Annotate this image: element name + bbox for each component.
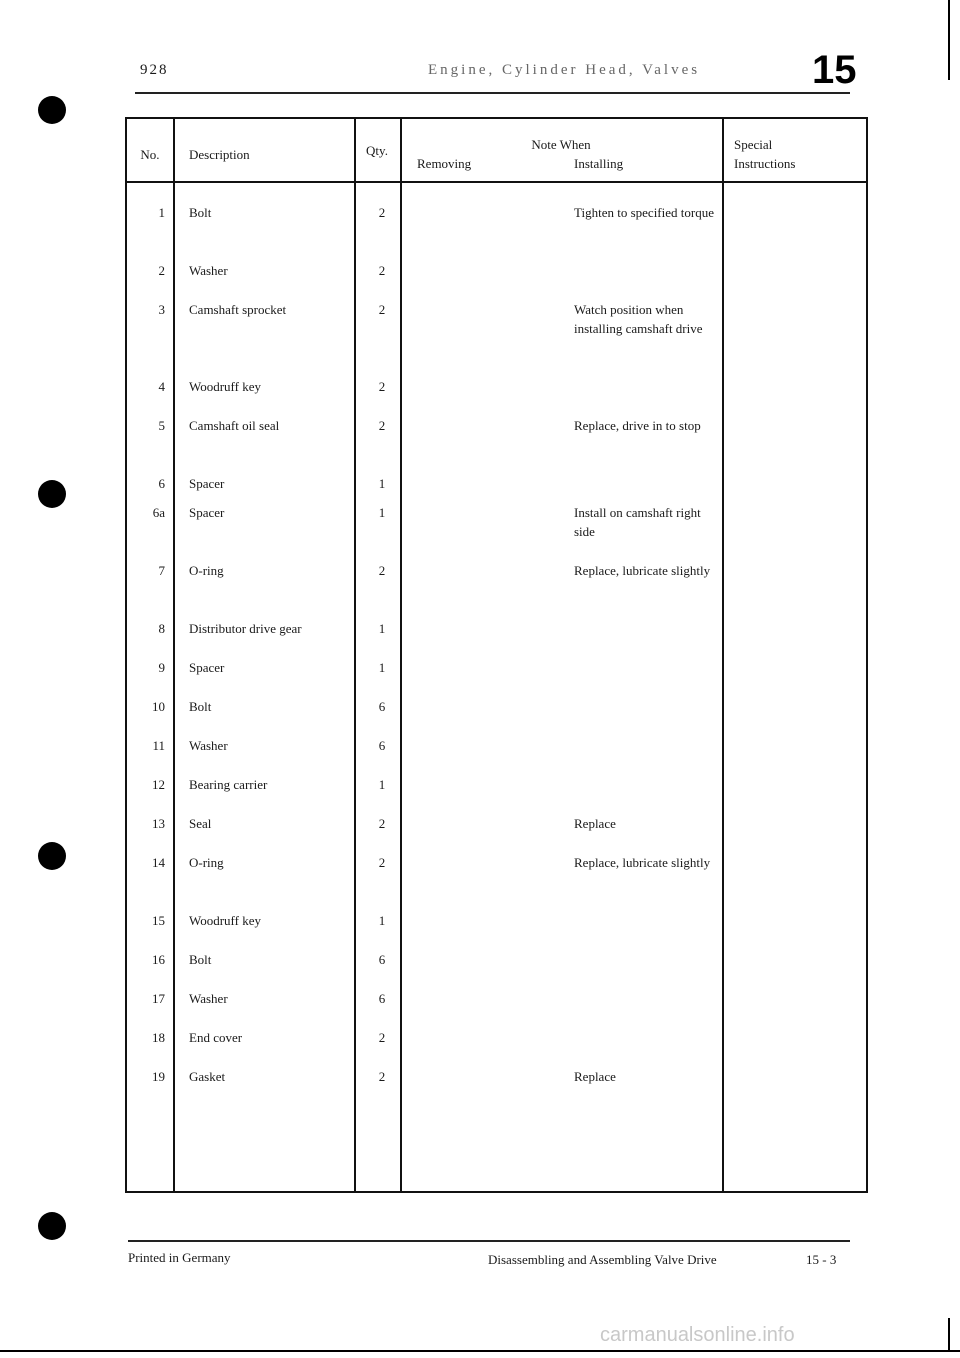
row-install-note: Replace, drive in to stop [574,418,701,433]
row-quantity: 6 [378,991,386,1006]
row-number: 11 [152,738,165,753]
row-quantity: 1 [378,660,386,675]
row-quantity: 6 [378,738,386,753]
binder-hole [38,96,66,124]
row-quantity: 2 [378,205,386,220]
binder-hole [38,842,66,870]
group-number: 15 [812,48,857,92]
row-number: 5 [158,418,165,433]
model-number: 928 [140,62,169,78]
row-description: Woodruff key [189,913,262,928]
row-number: 15 [152,913,165,928]
footer-rule [128,1240,850,1242]
row-description: O-ring [189,563,224,578]
header-instructions: Instructions [734,156,796,171]
row-number: 14 [152,855,165,870]
row-description: Washer [189,738,228,753]
header-installing: Installing [574,156,624,171]
parts-table [125,117,868,1193]
row-number: 19 [152,1069,165,1084]
header-qty: Qty. [366,143,388,158]
row-description: End cover [189,1030,243,1045]
row-number: 4 [158,379,165,394]
row-install-note: Watch position when installing camshaft drive [574,302,703,336]
binder-hole [38,480,66,508]
row-description: Distributor drive gear [189,621,302,636]
row-description: Camshaft oil seal [189,418,280,433]
row-quantity: 6 [378,952,386,967]
header-rule [135,92,850,94]
watermark: carmanualsonline.info [600,1324,795,1346]
row-description: Gasket [189,1069,226,1084]
row-number: 10 [152,699,165,714]
header-note-when: Note When [531,137,591,152]
footer-section: Disassembling and Assembling Valve Drive [488,1252,717,1267]
row-description: Bolt [189,952,212,967]
row-quantity: 2 [378,379,386,394]
row-install-note: Tighten to specified torque [574,205,714,220]
row-description: Seal [189,816,212,831]
row-description: Spacer [189,660,225,675]
row-quantity: 1 [378,621,386,636]
row-quantity: 2 [378,563,386,578]
row-description: Washer [189,263,228,278]
page-number: 15 - 3 [806,1252,837,1267]
page-edge-mark [948,0,950,80]
section-title: Engine, Cylinder Head, Valves [428,62,701,78]
column-divider [722,119,724,1191]
row-number: 3 [158,302,165,317]
row-number: 6 [158,476,165,491]
row-number: 12 [152,777,165,792]
row-quantity: 2 [378,1069,386,1084]
row-quantity: 1 [378,476,386,491]
row-quantity: 2 [378,816,386,831]
row-number: 2 [158,263,165,278]
row-number: 1 [158,205,165,220]
row-number: 18 [152,1030,165,1045]
row-quantity: 1 [378,913,386,928]
header-divider [127,181,866,183]
row-quantity: 6 [378,699,386,714]
row-description: Spacer [189,476,225,491]
header-special: Special [734,137,773,152]
binder-hole [38,1212,66,1240]
row-quantity: 1 [378,505,386,520]
row-quantity: 2 [378,855,386,870]
row-number: 17 [152,991,165,1006]
row-description: Bolt [189,699,212,714]
row-quantity: 1 [378,777,386,792]
row-number: 13 [152,816,165,831]
row-description: O-ring [189,855,224,870]
page-edge-mark [948,1318,950,1352]
row-install-note: Replace, lubricate slightly [574,855,711,870]
row-description: Woodruff key [189,379,262,394]
row-quantity: 2 [378,1030,386,1045]
row-install-note: Replace [574,816,616,831]
header-removing: Removing [417,156,472,171]
row-description: Bearing carrier [189,777,268,792]
row-description: Camshaft sprocket [189,302,287,317]
row-number: 9 [158,660,165,675]
row-quantity: 2 [378,418,386,433]
row-description: Washer [189,991,228,1006]
page-edge-rule [0,1350,960,1352]
row-quantity: 2 [378,302,386,317]
column-divider [173,119,175,1191]
row-install-note: Install on camshaft right side [574,505,701,539]
header-description: Description [189,147,250,162]
row-number: 8 [158,621,165,636]
footer-printed: Printed in Germany [128,1250,231,1265]
row-quantity: 2 [378,263,386,278]
row-description: Bolt [189,205,212,220]
header-no: No. [140,147,160,162]
row-number: 6a [152,505,165,520]
row-number: 7 [158,563,165,578]
row-install-note: Replace, lubricate slightly [574,563,711,578]
row-install-note: Replace [574,1069,616,1084]
row-description: Spacer [189,505,225,520]
row-number: 16 [152,952,165,967]
